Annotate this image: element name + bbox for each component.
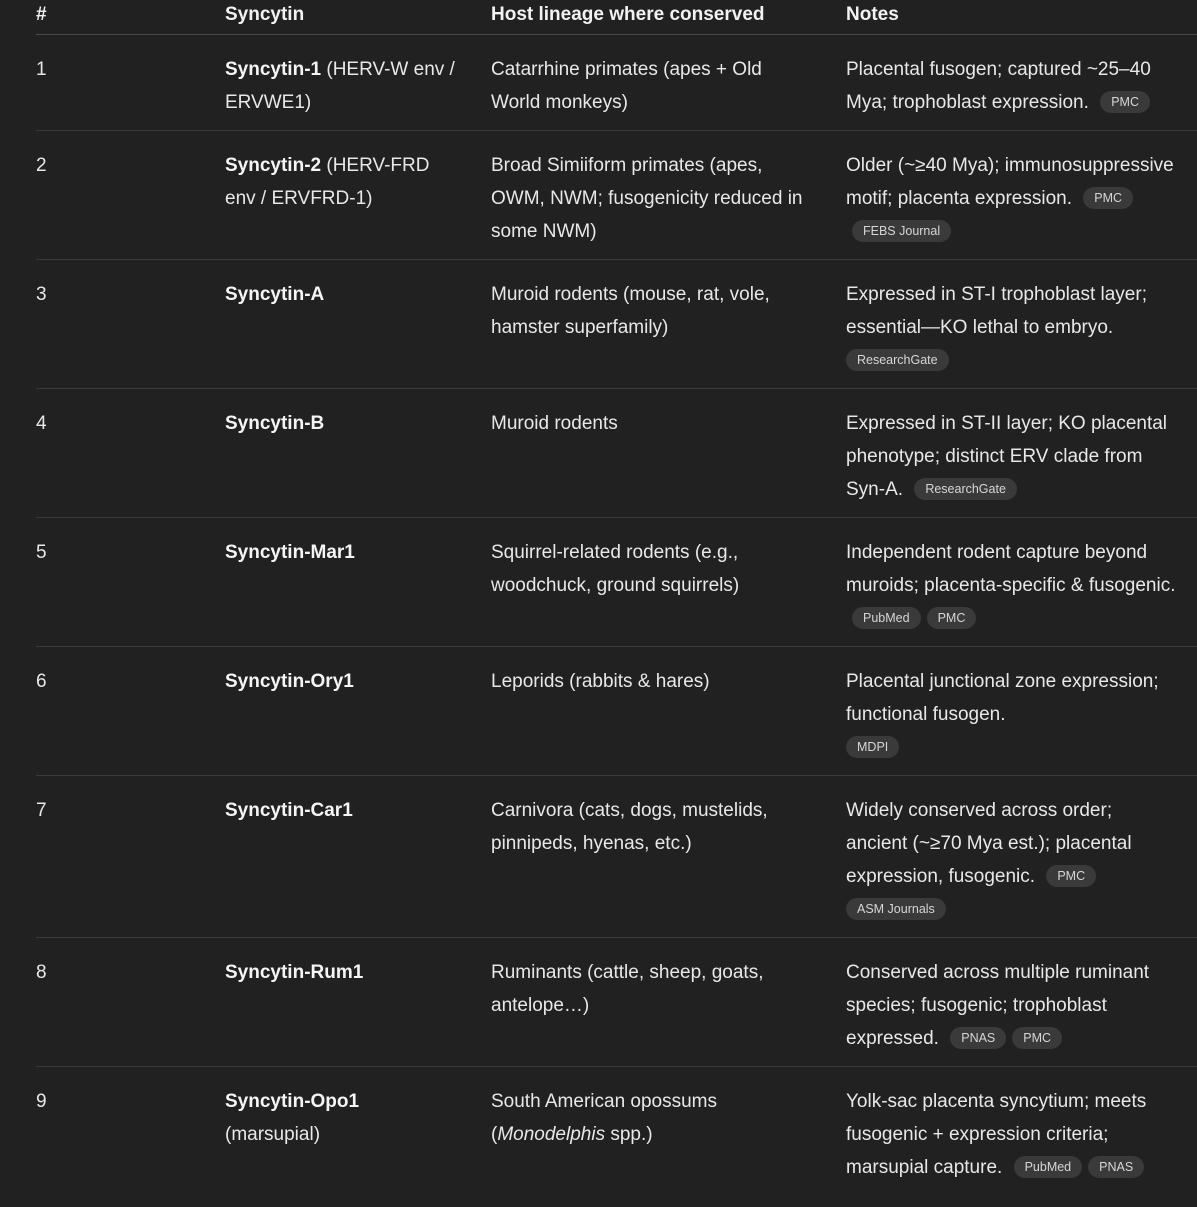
citation-chip-researchgate[interactable]: ResearchGate — [846, 349, 949, 371]
syncytin-detail: (marsupial) — [225, 1124, 321, 1145]
syncytin-name: Syncytin-Opo1 — [225, 1091, 360, 1112]
notes-cell — [846, 956, 1176, 1055]
host-lineage-cell — [491, 1085, 811, 1151]
notes-text: Expressed in ST-II layer; KO placental phenotype; distinct ERV clade from Syn-A. — [846, 413, 1168, 500]
citation-chip-febs-journal[interactable]: FEBS Journal — [852, 220, 951, 242]
citation-chip-pubmed[interactable]: PubMed — [1014, 1156, 1083, 1178]
host-lineage-cell: Catarrhine primates (apes + Old World monkeys) — [491, 59, 762, 113]
citation-chip-pmc[interactable]: PMC — [927, 607, 977, 629]
syncytin-cell — [225, 956, 455, 989]
table-row — [36, 131, 1197, 260]
row-number: 6 — [36, 671, 47, 692]
notes-text: Older (~≥40 Mya); immunosuppressive motif; placenta expression. — [846, 155, 1174, 209]
citation-chip-researchgate[interactable]: ResearchGate — [914, 478, 1017, 500]
host-lineage-cell: Squirrel-related rodents (e.g., woodchuck, ground squirrels) — [491, 542, 740, 596]
citation-chip-asm-journals[interactable]: ASM Journals — [846, 898, 946, 920]
citation-chip-pubmed[interactable]: PubMed — [852, 607, 921, 629]
syncytin-name: Syncytin-Mar1 — [225, 542, 355, 563]
notes-text: Independent rodent capture beyond muroids; placenta-specific & fusogenic. — [846, 542, 1176, 596]
notes-text: Placental fusogen; captured ~25–40 Mya; trophoblast expression. — [846, 59, 1151, 113]
syncytin-cell — [225, 149, 455, 215]
syncytin-name: Syncytin-Ory1 — [225, 671, 354, 692]
citation-chip-pmc[interactable]: PMC — [1012, 1027, 1062, 1049]
syncytin-cell — [225, 278, 455, 311]
notes-cell — [846, 1085, 1176, 1184]
row-number: 1 — [36, 59, 47, 80]
syncytin-detail: (HERV-FRD env / ERVFRD-1) — [225, 155, 430, 209]
citation-chip-mdpi[interactable]: MDPI — [846, 736, 899, 758]
host-lineage-cell: Carnivora (cats, dogs, mustelids, pinnipeds, hyenas, etc.) — [491, 800, 768, 854]
table-row — [36, 776, 1197, 938]
host-lineage-cell: Broad Simiiform primates (apes, OWM, NWM; fusogenicity reduced in some NWM) — [491, 155, 803, 242]
citation-chip-pmc[interactable]: PMC — [1100, 91, 1150, 113]
host-lineage-cell: Muroid rodents — [491, 413, 618, 434]
notes-cell — [846, 536, 1176, 635]
host-text-suffix: spp.) — [605, 1124, 653, 1145]
syncytin-name: Syncytin-Car1 — [225, 800, 353, 821]
row-number: 5 — [36, 542, 47, 563]
row-number: 7 — [36, 800, 47, 821]
table-row — [36, 1067, 1197, 1207]
notes-text: Expressed in ST-I trophoblast layer; essential—KO lethal to embryo. — [846, 284, 1147, 338]
syncytin-detail: (HERV-W env / ERVWE1) — [225, 59, 455, 113]
table-row — [36, 647, 1197, 776]
table-row — [36, 518, 1197, 647]
syncytin-cell — [225, 794, 455, 827]
table-row — [36, 260, 1197, 389]
table-row — [36, 938, 1197, 1067]
host-lineage-cell: Leporids (rabbits & hares) — [491, 671, 710, 692]
citation-chip-pnas[interactable]: PNAS — [950, 1027, 1006, 1049]
syncytin-cell — [225, 407, 455, 440]
host-text: South American opossums ( — [491, 1091, 718, 1145]
syncytin-cell — [225, 1085, 455, 1151]
syncytin-table — [36, 0, 1197, 1207]
syncytin-name: Syncytin-B — [225, 413, 325, 434]
host-lineage-cell: Muroid rodents (mouse, rat, vole, hamster superfamily) — [491, 284, 770, 338]
table-row — [36, 35, 1197, 131]
header-num: # — [36, 4, 47, 25]
notes-text: Yolk-sac placenta syncytium; meets fusogenic + expression criteria; marsupial capture. — [846, 1091, 1147, 1178]
row-number: 4 — [36, 413, 47, 434]
notes-cell — [846, 149, 1176, 248]
syncytin-cell — [225, 536, 455, 569]
syncytin-cell — [225, 53, 455, 119]
syncytin-name: Syncytin-2 — [225, 155, 322, 176]
table-row — [36, 389, 1197, 518]
header-host-lineage: Host lineage where conserved — [491, 4, 765, 25]
host-lineage-cell: Ruminants (cattle, sheep, goats, antelope…) — [491, 962, 764, 1016]
citation-chip-pmc[interactable]: PMC — [1083, 187, 1133, 209]
syncytin-name: Syncytin-Rum1 — [225, 962, 364, 983]
header-notes: Notes — [846, 4, 899, 25]
notes-cell — [846, 278, 1176, 377]
host-genus: Monodelphis — [497, 1124, 606, 1145]
notes-text: Conserved across multiple ruminant species; fusogenic; trophoblast expressed. — [846, 962, 1150, 1049]
notes-cell — [846, 407, 1176, 506]
notes-cell — [846, 53, 1176, 119]
citation-chip-pmc[interactable]: PMC — [1046, 865, 1096, 887]
syncytin-name: Syncytin-1 — [225, 59, 322, 80]
table-header — [36, 0, 1197, 35]
row-number: 2 — [36, 155, 47, 176]
row-number: 8 — [36, 962, 47, 983]
notes-cell — [846, 665, 1176, 764]
notes-text: Placental junctional zone expression; functional fusogen. — [846, 671, 1159, 725]
notes-cell — [846, 794, 1176, 926]
header-syncytin: Syncytin — [225, 4, 305, 25]
notes-text: Widely conserved across order; ancient (~≥70 Mya est.); placental expression, fusogenic. — [846, 800, 1132, 887]
syncytin-cell — [225, 665, 455, 698]
syncytin-name: Syncytin-A — [225, 284, 325, 305]
citation-chip-pnas[interactable]: PNAS — [1088, 1156, 1144, 1178]
row-number: 3 — [36, 284, 47, 305]
row-number: 9 — [36, 1091, 47, 1112]
